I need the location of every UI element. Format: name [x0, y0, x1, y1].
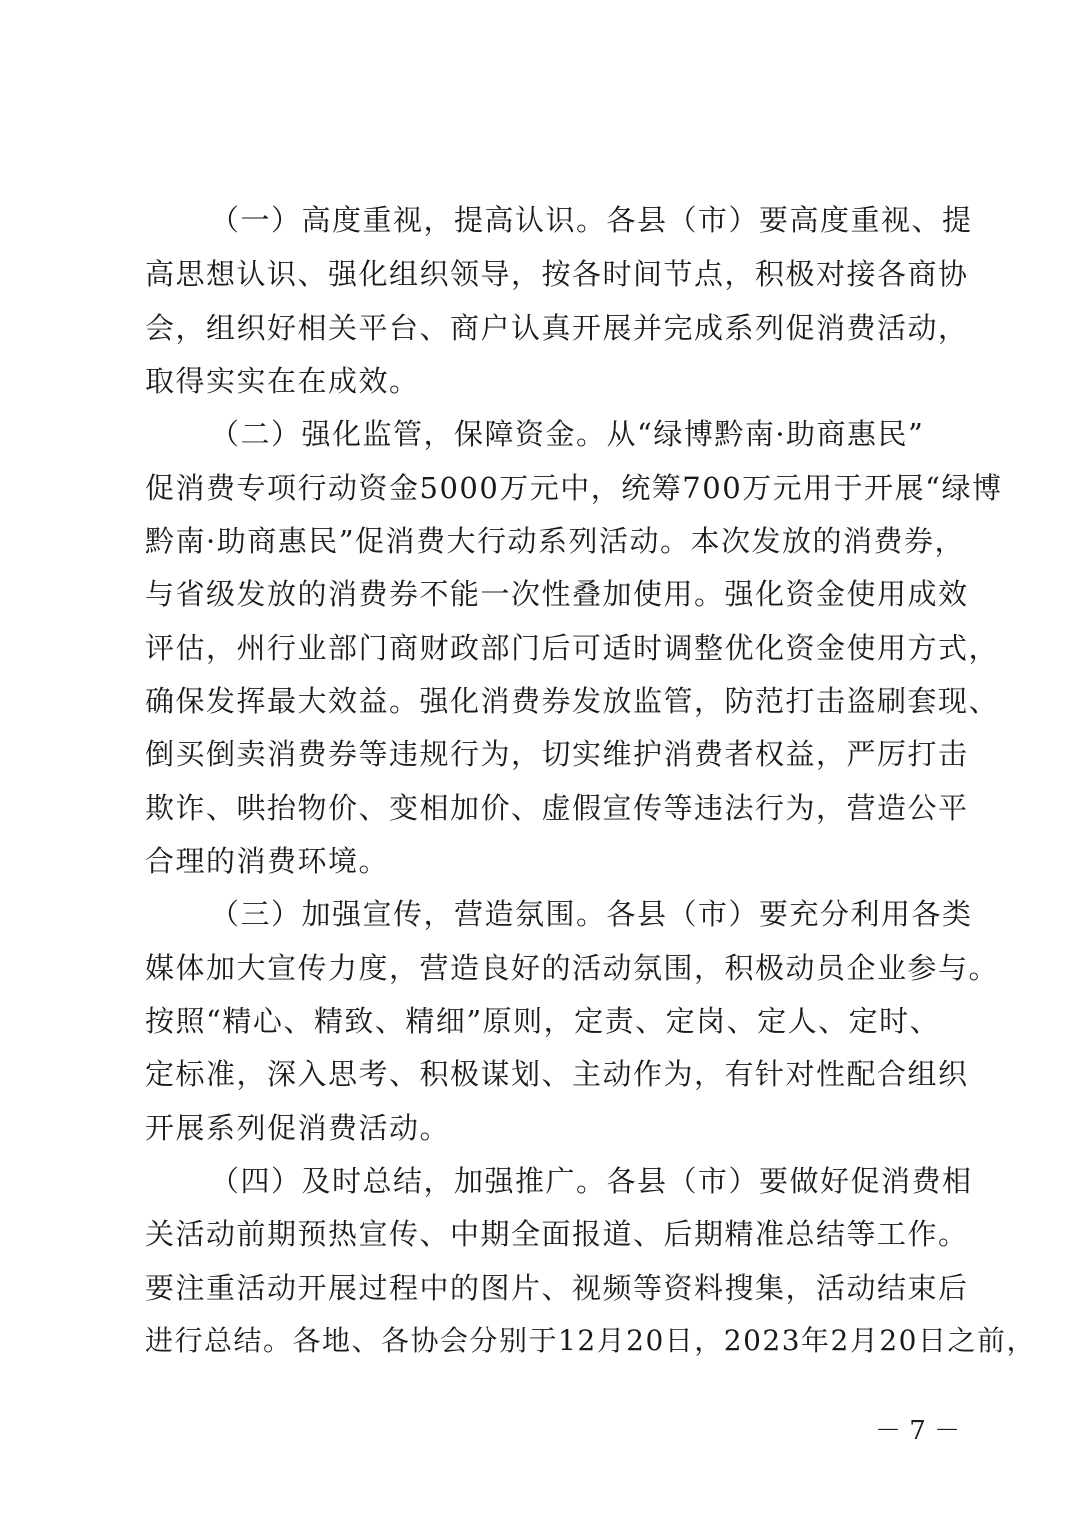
- p3-line-1: （三）加强宣传，营造氛围。各县（市）要充分利用各类: [210, 897, 973, 931]
- p2-line-7: 倒买倒卖消费券等违规行为，切实维护消费者权益，严厉打击: [145, 737, 969, 771]
- p1-line-1: （一）高度重视，提高认识。各县（市）要高度重视、提: [210, 203, 973, 237]
- p2-line-4: 与省级发放的消费券不能一次性叠加使用。强化资金使用成效: [145, 577, 969, 611]
- p2-line-2: 促消费专项行动资金5000万元中，统筹700万元用于开展“绿博: [145, 471, 1003, 505]
- p2-line-1: （二）强化监管，保障资金。从“绿博黔南·助商惠民”: [210, 417, 925, 451]
- p3-line-5: 开展系列促消费活动。: [145, 1111, 451, 1145]
- p2-line-8: 欺诈、哄抬物价、变相加价、虚假宣传等违法行为，营造公平: [145, 791, 969, 825]
- p2-line-5: 评估，州行业部门商财政部门后可适时调整优化资金使用方式，: [145, 631, 1000, 665]
- p4-line-1: （四）及时总结，加强推广。各县（市）要做好促消费相: [210, 1164, 973, 1198]
- p2-line-6: 确保发挥最大效益。强化消费券发放监管，防范打击盗刷套现、: [145, 684, 1000, 718]
- p1-line-4: 取得实实在在成效。: [145, 364, 420, 398]
- p3-line-2: 媒体加大宣传力度，营造良好的活动氛围，积极动员企业参与。: [145, 951, 1000, 985]
- p3-line-4: 定标准，深入思考、积极谋划、主动作为，有针对性配合组织: [145, 1057, 969, 1091]
- page-number: － 7 －: [875, 1416, 961, 1446]
- p4-line-4: 进行总结。各地、各协会分别于12月20日，2023年2月20日之前，: [145, 1324, 1036, 1357]
- p2-line-3: 黔南·助商惠民”促消费大行动系列活动。本次发放的消费券，: [145, 524, 966, 558]
- p1-line-2: 高思想认识、强化组织领导，按各时间节点，积极对接各商协: [145, 257, 969, 291]
- p2-line-9: 合理的消费环境。: [145, 844, 390, 878]
- p3-line-3: 按照“精心、精致、精细”原则，定责、定岗、定人、定时、: [145, 1004, 941, 1038]
- p4-line-3: 要注重活动开展过程中的图片、视频等资料搜集，活动结束后: [145, 1271, 969, 1305]
- p1-line-3: 会，组织好相关平台、商户认真开展并完成系列促消费活动，: [145, 311, 969, 345]
- p4-line-2: 关活动前期预热宣传、中期全面报道、后期精准总结等工作。: [145, 1217, 969, 1251]
